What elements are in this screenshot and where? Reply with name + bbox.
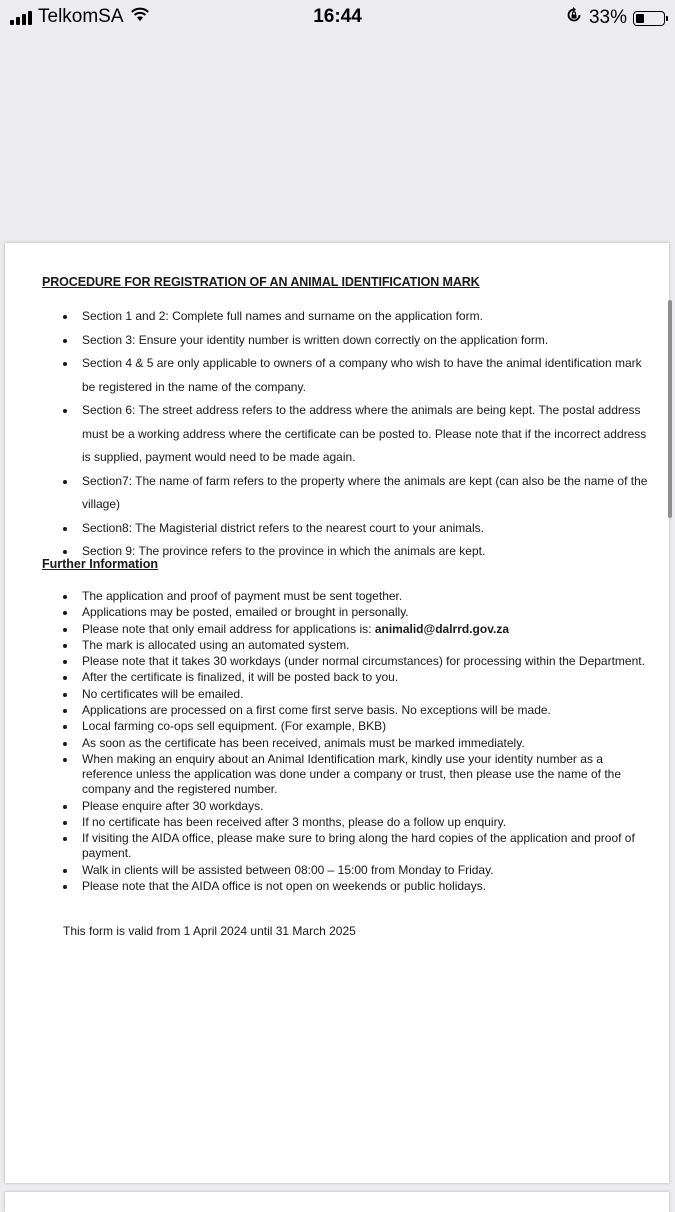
- carrier-name: TelkomSA: [38, 6, 124, 27]
- status-bar: [0, 0, 675, 36]
- clock: 16:44: [313, 6, 362, 27]
- validity-statement: This form is valid from 1 April 2024 until 31 March 2025: [63, 924, 356, 938]
- list-item: When making an enquiry about an Animal Identification mark, kindly use your identity number as a reference unless the application was done under a company or trust, then please use the name of the company and the registered number.: [63, 752, 653, 798]
- battery-percent: 33%: [588, 7, 627, 28]
- list-item: If no certificate has been received after 3 months, please do a follow up enquiry.: [63, 815, 653, 830]
- list-item: The application and proof of payment must be sent together.: [63, 589, 653, 604]
- list-item: Section8: The Magisterial district refers to the nearest court to your animals.: [63, 517, 653, 541]
- list-item: Section 1 and 2: Complete full names and surname on the application form.: [63, 305, 653, 329]
- list-item: [63, 622, 653, 637]
- list-item: After the certificate is finalized, it will be posted back to you.: [63, 670, 653, 685]
- email-prefix: Please note that only email address for applications is:: [82, 621, 375, 636]
- list-item: Section 6: The street address refers to the address where the animals are being kept. The postal address must be a working address where the certificate can be posted to. Please note that if the incorrect address is supplied, payment would need to be made again.: [63, 399, 653, 470]
- status-right: [565, 6, 665, 30]
- list-item: Applications may be posted, emailed or brought in personally.: [63, 605, 653, 620]
- list-item: Section 3: Ensure your identity number is written down correctly on the application form.: [63, 329, 653, 353]
- list-item: Please enquire after 30 workdays.: [63, 799, 653, 814]
- list-item: Section 4 & 5 are only applicable to owners of a company who wish to have the animal identification mark be registered in the name of the company.: [63, 352, 653, 399]
- list-item: As soon as the certificate has been received, animals must be marked immediately.: [63, 736, 653, 751]
- next-document-page[interactable]: [5, 1192, 669, 1212]
- list-item: Section 9: The province refers to the province in which the animals are kept.: [63, 540, 653, 564]
- document-page[interactable]: [5, 243, 669, 1183]
- list-item: No certificates will be emailed.: [63, 687, 653, 702]
- list-item: Section7: The name of farm refers to the property where the animals are kept (can also be the name of the village): [63, 470, 653, 517]
- section-list: [63, 305, 653, 564]
- list-item: If visiting the AIDA office, please make sure to bring along the hard copies of the application and proof of payment.: [63, 831, 653, 861]
- email-address[interactable]: animalid@dalrrd.gov.za: [374, 621, 510, 636]
- further-information-heading: Further Information: [42, 557, 158, 571]
- further-information-list: [63, 589, 653, 895]
- list-item: Please note that the AIDA office is not open on weekends or public holidays.: [63, 879, 653, 894]
- list-item: Local farming co-ops sell equipment. (For example, BKB): [63, 719, 653, 734]
- orientation-lock-icon: [565, 6, 583, 30]
- scrollbar[interactable]: [668, 300, 672, 518]
- battery-icon: [633, 11, 665, 26]
- list-item: Please note that it takes 30 workdays (under normal circumstances) for processing within the Department.: [63, 654, 653, 669]
- document-title: PROCEDURE FOR REGISTRATION OF AN ANIMAL IDENTIFICATION MARK: [42, 275, 480, 289]
- list-item: Walk in clients will be assisted between 08:00 – 15:00 from Monday to Friday.: [63, 863, 653, 878]
- list-item: Applications are processed on a first come first serve basis. No exceptions will be made.: [63, 703, 653, 718]
- list-item: The mark is allocated using an automated system.: [63, 638, 653, 653]
